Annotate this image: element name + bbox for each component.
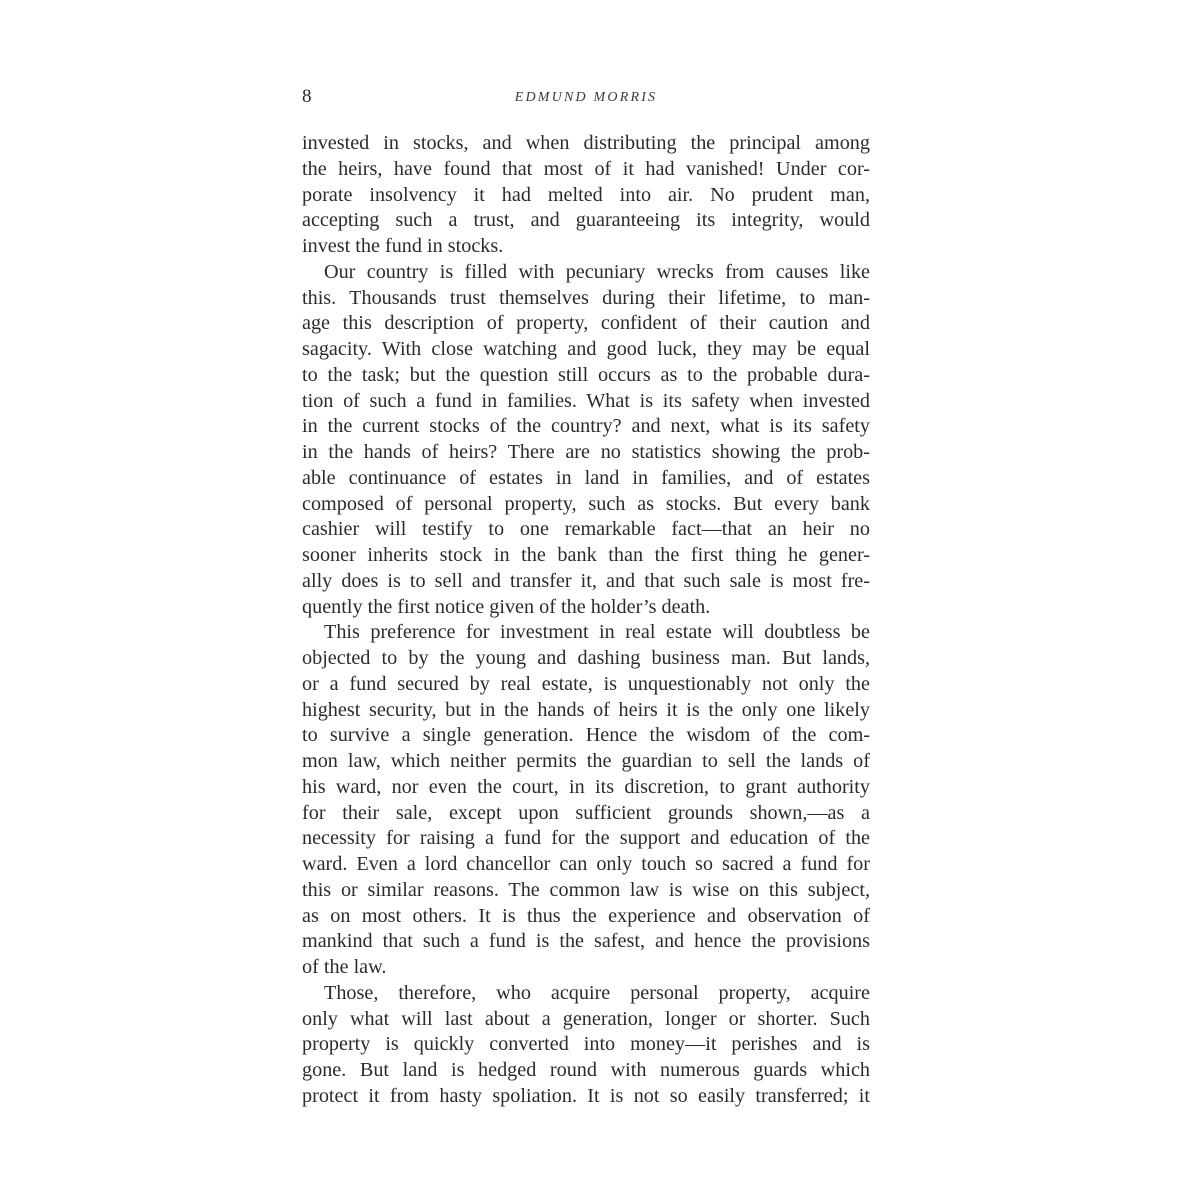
text-line: or a fund secured by real estate, is unquestionably not only the <box>302 672 870 695</box>
text-line: necessity for raising a fund for the support and education of the <box>302 827 870 850</box>
text-line: ward. Even a lord chancellor can only touch so sacred a fund for <box>302 853 870 875</box>
book-page <box>302 84 870 1110</box>
running-title: EDMUND MORRIS <box>514 90 658 105</box>
text-line: Our country is filled with pecuniary wrecks from causes like <box>324 260 870 283</box>
text-line: gone. But land is hedged round with numerous guards which <box>302 1059 870 1081</box>
running-head <box>302 84 870 114</box>
text-line: sooner inherits stock in the bank than the first thing he gener- <box>302 544 870 566</box>
text-line: invested in stocks, and when distributing the principal among <box>302 132 870 154</box>
text-line: of the law. <box>302 956 387 978</box>
text-line: the heirs, have found that most of it had vanished! Under cor- <box>302 157 870 180</box>
text-line: highest security, but in the hands of heirs it is the only one likely <box>302 698 870 721</box>
paragraph <box>302 131 870 260</box>
text-line: to survive a single generation. Hence the wisdom of the com- <box>302 724 870 747</box>
text-line: porate insolvency it had melted into air. No prudent man, <box>302 183 870 206</box>
text-line: mon law, which neither permits the guardian to sell the lands of <box>302 750 870 772</box>
text-line: his ward, nor even the court, in its discretion, to grant authority <box>302 775 870 798</box>
text-line: as on most others. It is thus the experience and observation of <box>302 904 870 927</box>
text-line: mankind that such a fund is the safest, and hence the provisions <box>302 930 870 953</box>
text-line: this. Thousands trust themselves during their lifetime, to man- <box>302 286 870 309</box>
text-line: ally does is to sell and transfer it, and that such sale is most fre- <box>302 569 870 592</box>
text-line: for their sale, except upon sufficient grounds shown,—as a <box>302 801 870 824</box>
text-line: accepting such a trust, and guaranteeing its integrity, would <box>302 209 870 232</box>
text-line: sagacity. With close watching and good luck, they may be equal <box>302 338 870 360</box>
text-line: cashier will testify to one remarkable fact—that an heir no <box>302 518 870 541</box>
text-line: Those, therefore, who acquire personal property, acquire <box>324 981 870 1004</box>
text-line: age this description of property, confident of their caution and <box>302 312 870 335</box>
text-line: property is quickly converted into money—it perishes and is <box>302 1033 870 1056</box>
text-line: objected to by the young and dashing business man. But lands, <box>302 647 870 669</box>
text-line: this or similar reasons. The common law is wise on this subject, <box>302 878 870 901</box>
page-number: 8 <box>302 86 312 107</box>
text-line: to the task; but the question still occurs as to the probable dura- <box>302 363 870 386</box>
text-line: able continuance of estates in land in families, and of estates <box>302 466 870 489</box>
text-line: invest the fund in stocks. <box>302 235 504 257</box>
text-line: This preference for investment in real estate will doubtless be <box>324 621 870 644</box>
text-line: quently the first notice given of the holder’s death. <box>302 595 711 618</box>
text-line: only what will last about a generation, longer or shorter. Such <box>302 1007 870 1030</box>
paragraph <box>302 981 870 1110</box>
paragraph <box>302 260 870 621</box>
text-line: composed of personal property, such as stocks. But every bank <box>302 492 870 515</box>
text-line: in the hands of heirs? There are no statistics showing the prob- <box>302 441 870 463</box>
text-line: tion of such a fund in families. What is its safety when invested <box>302 389 870 412</box>
body-text <box>302 131 870 1110</box>
text-line: protect it from hasty spoliation. It is not so easily transferred; it <box>302 1084 870 1107</box>
text-line: in the current stocks of the country? and next, what is its safety <box>302 415 870 438</box>
paragraph <box>302 620 870 981</box>
